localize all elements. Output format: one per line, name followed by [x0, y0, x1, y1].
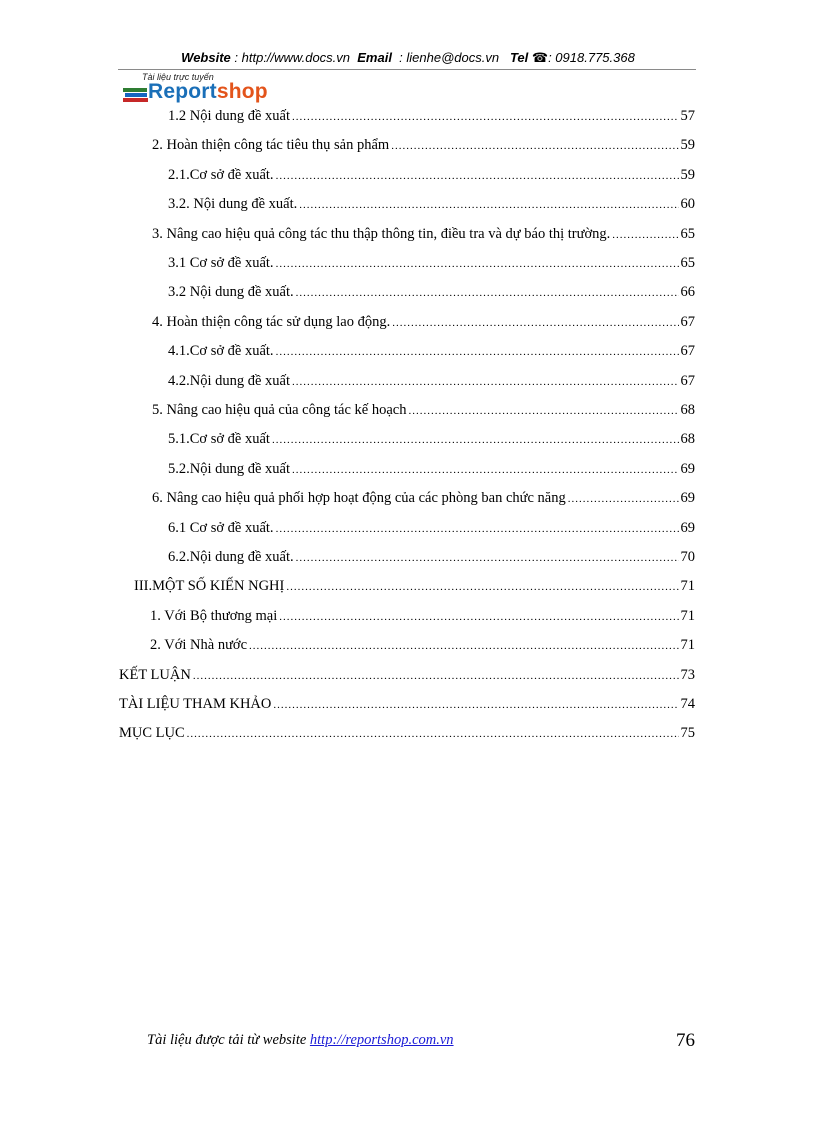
- toc-entry[interactable]: [168, 163, 695, 187]
- toc-leader-dots: [286, 575, 678, 599]
- toc-entry-page: 69: [680, 490, 695, 507]
- toc-entry-page: 67: [680, 343, 695, 360]
- toc-leader-dots: [568, 487, 679, 511]
- toc-entry-page: 70: [680, 549, 695, 565]
- toc-entry-label: 5.1.Cơ sở đề xuất: [168, 431, 270, 448]
- toc-entry[interactable]: [152, 398, 695, 422]
- toc-entry-page: 59: [680, 137, 695, 154]
- toc-entry-label: 6.1 Cơ sở đề xuất.: [168, 519, 274, 536]
- toc-leader-dots: [612, 223, 678, 247]
- toc-entry-page: 73: [680, 666, 695, 683]
- toc-entry-label: 4.1.Cơ sở đề xuất.: [168, 343, 274, 360]
- page-number: 76: [676, 1030, 695, 1051]
- toc-leader-dots: [392, 311, 678, 335]
- toc-entry[interactable]: [150, 604, 695, 628]
- toc-entry-label: MỤC LỤC: [119, 725, 185, 742]
- footer-link[interactable]: http://reportshop.com.vn: [309, 1032, 454, 1048]
- email-label: Email: [357, 50, 392, 65]
- logo-tagline: Tài liệu trực tuyến: [142, 72, 214, 82]
- toc-entry[interactable]: [168, 280, 695, 304]
- toc-leader-dots: [187, 722, 679, 746]
- toc-entry-label: 6. Nâng cao hiệu quả phối hợp hoạt động của các phòng ban chức năng: [152, 490, 566, 507]
- toc-leader-dots: [272, 428, 679, 452]
- phone-icon: ☎: [531, 50, 549, 65]
- tel-value: : 0918.775.368: [548, 50, 635, 65]
- toc-leader-dots: [273, 693, 678, 717]
- toc-entry-page: 65: [680, 255, 695, 271]
- toc-leader-dots: [408, 399, 678, 423]
- page-header: [118, 50, 698, 66]
- toc-entry[interactable]: [134, 574, 695, 598]
- email-value: : lienhe@docs.vn: [399, 50, 500, 65]
- toc-entry[interactable]: [168, 545, 695, 569]
- toc-leader-dots: [391, 134, 678, 158]
- toc-entry[interactable]: [152, 222, 695, 246]
- toc-entry[interactable]: [168, 457, 695, 481]
- toc-entry[interactable]: [119, 663, 695, 687]
- toc-entry[interactable]: [150, 633, 695, 657]
- toc-entry-page: 67: [680, 372, 695, 389]
- toc-entry[interactable]: [168, 427, 695, 451]
- reportshop-logo: [122, 72, 282, 106]
- toc-entry-page: 68: [680, 431, 695, 448]
- toc-entry-page: 69: [680, 519, 695, 536]
- toc-entry-label: KẾT LUẬN: [119, 666, 191, 683]
- toc-entry-label: 2. Với Nhà nước: [150, 637, 248, 654]
- toc-entry-label: 3.2 Nội dung đề xuất.: [168, 284, 294, 301]
- website-value: : http://www.docs.vn: [234, 50, 351, 65]
- toc-entry-label: 2.1.Cơ sở đề xuất.: [168, 166, 274, 183]
- toc-leader-dots: [292, 458, 678, 482]
- toc-entry-page: 71: [680, 607, 695, 624]
- toc-entry[interactable]: [168, 104, 695, 128]
- toc-entry[interactable]: [168, 516, 695, 540]
- toc-leader-dots: [276, 517, 679, 541]
- toc-entry-label: 5. Nâng cao hiệu quả của công tác kế hoạch: [152, 402, 407, 418]
- toc-leader-dots: [249, 634, 678, 658]
- toc-leader-dots: [299, 193, 678, 217]
- toc-entry[interactable]: [119, 692, 695, 716]
- toc-entry-page: 71: [680, 637, 695, 654]
- header-divider: [118, 69, 696, 70]
- toc-entry[interactable]: [152, 310, 695, 334]
- toc-entry[interactable]: [152, 133, 695, 157]
- toc-entry-page: 60: [680, 196, 695, 213]
- toc-leader-dots: [292, 370, 678, 394]
- toc-entry-label: 1.2 Nội dung đề xuất: [168, 108, 291, 124]
- toc-leader-dots: [276, 164, 679, 188]
- toc-entry[interactable]: [168, 251, 695, 275]
- toc-entry-page: 68: [680, 402, 695, 418]
- toc-entry-page: 65: [680, 225, 695, 242]
- toc-entry-label: 6.2.Nội dung đề xuất.: [168, 549, 294, 565]
- toc-entry-label: 1. Với Bộ thương mại: [150, 607, 278, 624]
- toc-entry-label: 3. Nâng cao hiệu quả công tác thu thập thông tin, điều tra và dự báo thị trường.: [152, 225, 611, 242]
- toc-entry-page: 69: [680, 460, 695, 477]
- toc-entry[interactable]: [168, 369, 695, 393]
- toc-entry[interactable]: [119, 721, 695, 745]
- toc-entry-label: 4.2.Nội dung đề xuất: [168, 372, 291, 389]
- toc-entry-page: 71: [680, 578, 695, 595]
- books-icon: [122, 84, 150, 104]
- logo-wordmark: Reportshop: [148, 80, 268, 103]
- footer-note: Tài liệu được tải từ website http://reportshop.com.vn: [147, 1032, 454, 1048]
- toc-entry-page: 67: [680, 313, 695, 330]
- toc-entry[interactable]: [168, 192, 695, 216]
- toc-leader-dots: [276, 252, 679, 276]
- toc-entry[interactable]: [168, 339, 695, 363]
- toc-entry-label: 5.2.Nội dung đề xuất: [168, 460, 291, 477]
- toc-entry-label: 3.2. Nội dung đề xuất.: [168, 196, 298, 213]
- toc-leader-dots: [296, 546, 679, 570]
- toc-leader-dots: [193, 664, 679, 688]
- toc-entry-label: 4. Hoàn thiện công tác sử dụng lao động.: [152, 313, 391, 330]
- toc-leader-dots: [292, 105, 678, 129]
- toc-leader-dots: [276, 340, 679, 364]
- toc-leader-dots: [296, 281, 679, 305]
- toc-entry-label: 2. Hoàn thiện công tác tiêu thụ sản phẩm: [152, 137, 390, 154]
- toc-entry-page: 59: [680, 166, 695, 183]
- tel-label: Tel: [509, 50, 529, 65]
- toc-entry-label: III.MỘT SỐ KIẾN NGHỊ: [134, 578, 285, 595]
- toc-entry-page: 57: [680, 108, 695, 124]
- toc-entry-page: 66: [680, 284, 695, 301]
- toc-leader-dots: [279, 605, 678, 629]
- toc-entry-page: 74: [680, 696, 695, 712]
- toc-entry-page: 75: [680, 725, 695, 742]
- website-label: Website: [181, 50, 231, 65]
- toc-entry-label: 3.1 Cơ sở đề xuất.: [168, 255, 274, 271]
- toc-entry-label: TÀI LIỆU THAM KHẢO: [119, 696, 272, 712]
- toc-entry[interactable]: [152, 486, 695, 510]
